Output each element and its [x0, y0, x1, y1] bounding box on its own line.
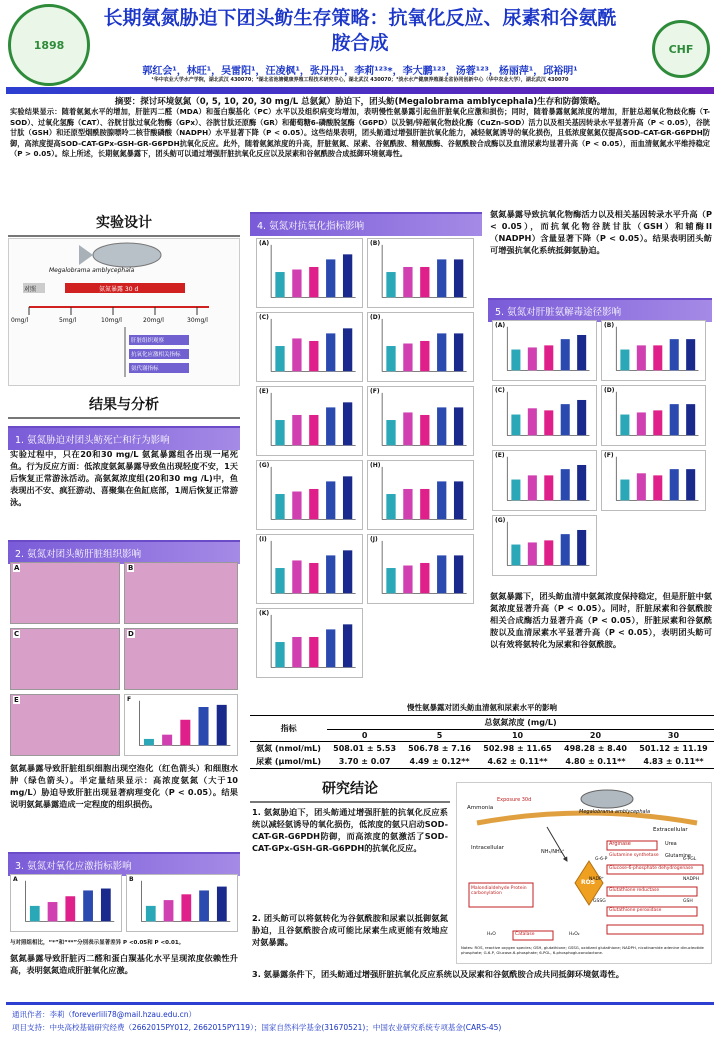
- panel-bars: [368, 239, 473, 307]
- panel-chart: [256, 460, 363, 530]
- conclusion-2: 2. 团头鲂可以将氨转化为谷氨酰胺和尿素以抵御氨氮胁迫，且谷氨酰胺合成可能比尿素生成更能有效地应对氨暴露。: [252, 913, 448, 947]
- chart-bar: [620, 415, 629, 436]
- tag-mda: A: [13, 876, 18, 883]
- design-diagram: [9, 239, 241, 387]
- chart-bar: [544, 410, 553, 435]
- dg-g6pdh: Glucose-6-phosphate dehydrogenase: [609, 866, 694, 871]
- chart-bar: [637, 473, 646, 500]
- table-group-header: 总氨氮浓度 (mg/L): [327, 716, 714, 730]
- dg-extracellular: Extracellular: [653, 827, 688, 833]
- dg-notes: Notes: ROS, reactive oxygen species; GSH, glutathione; GSSG, oxidized glutathione; NADPH, nicotinamide adenine dinucleotide phosphate; G-6-P, Glucose-6-phosphate; 6-PGL, 6-phosphogluconolactone.: [461, 945, 704, 955]
- chart-bar: [620, 480, 629, 501]
- table-caption: 慢性氨暴露对团头鲂血清氨和尿素水平的影响: [407, 703, 557, 712]
- panel-tag: (I): [259, 536, 267, 543]
- panel-chart: [367, 534, 474, 604]
- panel-tag: (B): [370, 240, 381, 247]
- col-20: 20: [589, 731, 602, 740]
- chart-bar: [420, 341, 429, 371]
- chart-bar: [437, 259, 446, 297]
- dg-gs: Glutamine synthetase: [609, 853, 659, 858]
- dg-h2o2: H₂O₂: [569, 932, 580, 937]
- sec3-head: 3. 氨氮对氧化应激指标影响: [8, 852, 240, 876]
- results-heading: 结果与分析: [8, 394, 240, 419]
- chart-bar: [637, 345, 646, 370]
- panel-bars: [493, 516, 596, 575]
- dg-arginase: Arginase: [609, 841, 631, 847]
- chart-bar: [620, 350, 629, 371]
- col-10: 10: [511, 731, 524, 740]
- chart-bar: [686, 404, 695, 435]
- chart-bar: [343, 624, 352, 667]
- poster-title: 长期氨氮胁迫下团头鲂生存策略：抗氧化反应、尿素和谷氨酰胺合成: [103, 7, 617, 54]
- outcome-3: 氨代谢指标: [131, 366, 159, 372]
- col-0: 0: [361, 731, 368, 740]
- panel-tag: (C): [259, 314, 269, 321]
- chart-bar: [437, 481, 446, 519]
- chart-bar: [528, 475, 537, 500]
- panel-tag: (D): [604, 387, 615, 394]
- dg-g6p: G-6-P: [595, 857, 608, 862]
- chart-bar: [326, 407, 335, 445]
- chart-bar: [420, 267, 429, 297]
- dose-0: 0mg/l: [11, 317, 29, 324]
- logo-text: CHF: [668, 42, 694, 56]
- funding: 项目支持：中央高校基础研究经费（2662015PY012, 2662015PY119）；国家自然科学基金(31670521)；中国农业研究系统专项基金(CARS-45): [12, 1023, 502, 1032]
- sec2-text: 氨氮暴露导致肝脏组织细胞出现空泡化（红色箭头）和细胞水肿（绿色箭头）。半定量结果显示：高浓度氨氮（大于10 mg/L）胁迫导致肝脏出现显著病理变化（P < 0.05）。结果说明氨氮暴露造成一定程度的组织损伤。: [10, 763, 238, 809]
- control-label: 对照: [24, 286, 37, 293]
- chart-bar: [403, 267, 412, 297]
- panel-tag: (A): [495, 322, 506, 329]
- panel-chart: [367, 386, 474, 456]
- panel-tag: (E): [259, 388, 269, 395]
- hist-panel-c: [10, 628, 120, 690]
- chart-bar: [670, 404, 679, 435]
- chart-bar: [386, 346, 395, 371]
- chart-bar: [180, 720, 190, 746]
- detox-figure: [492, 320, 710, 582]
- chart-bar: [83, 890, 93, 921]
- chart-bar: [544, 475, 553, 500]
- panel-bars: [257, 461, 362, 529]
- panel-chart: [256, 312, 363, 382]
- chart-bar: [437, 333, 446, 371]
- panel-tag: (G): [259, 462, 270, 469]
- chart-bar: [65, 896, 75, 921]
- table-row: [250, 755, 714, 769]
- chart-bar: [343, 550, 352, 593]
- dg-nh3: NH₃/NH₄⁺: [541, 849, 565, 855]
- chart-bar: [386, 420, 395, 445]
- chart-bar: [511, 480, 520, 501]
- chart-bar: [326, 629, 335, 667]
- chart-bar: [454, 481, 463, 519]
- chart-bar: [146, 906, 156, 921]
- dg-exposure: Exposure 30d: [497, 797, 532, 803]
- hist-panel-e: [10, 694, 120, 756]
- chart-bar: [386, 272, 395, 297]
- outcome-2: 抗氧化应激相关指标: [131, 352, 181, 358]
- chart-bar: [437, 407, 446, 445]
- chart-bar: [162, 735, 172, 746]
- dg-urea: Urea: [665, 841, 677, 847]
- tag-pc: B: [129, 876, 134, 883]
- row-name: 氨氮 (nmol/mL): [256, 744, 321, 753]
- chart-bar: [561, 469, 570, 500]
- panel-bars: [602, 451, 705, 510]
- chart-bar: [292, 492, 301, 520]
- chart-bar: [343, 402, 352, 445]
- design-species: Megalobrama amblycephala: [49, 267, 135, 274]
- dg-ammonia: Ammonia: [467, 805, 494, 811]
- oxidative-stress-figure: [10, 874, 238, 934]
- dg-glutamine: Glutamine: [665, 853, 691, 859]
- table-cell: 4.62 ± 0.11**: [487, 757, 548, 766]
- chart-bar: [544, 345, 553, 370]
- sec5-text: 氨氮暴露下，团头鲂血清中氨氮浓度保持稳定，但是肝脏中氨氮浓度显著升高（P < 0.05）。同时，肝脏尿素和谷氨酰胺相关合成酶活力显著升高（P < 0.05），肝脏尿素和谷氨酰胺以及血清尿素水平显著升高（P < 0.05），表明团头鲂可以有效将氨转化为尿素和谷氨酰胺。: [490, 591, 712, 649]
- table-cell: 501.12 ± 11.19: [639, 744, 708, 753]
- chart-bar: [101, 889, 111, 922]
- chart-bar: [403, 489, 412, 519]
- pc-chart: [126, 874, 238, 932]
- panel-chart: [492, 515, 597, 576]
- tag-a: A: [14, 564, 20, 572]
- footer: [6, 1002, 714, 1036]
- chart-bar: [326, 481, 335, 519]
- chart-bar: [217, 887, 227, 922]
- table-cell: 502.98 ± 11.65: [483, 744, 552, 753]
- design-panel: [8, 238, 240, 386]
- chart-bar: [181, 894, 191, 921]
- sec4-head: 4. 氨氮对抗氧化指标影响: [250, 212, 482, 236]
- tag-e: E: [14, 696, 19, 704]
- panel-bars: [257, 609, 362, 677]
- panel-bars: [493, 386, 596, 445]
- affiliation: ¹华中农业大学水产学院，湖北武汉 430070；²湖北省池塘健康养殖工程技术研究中心，湖北武汉 430070；³淡水水产健康养殖湖北省协同创新中心（华中农业大学），湖北武汉 430070: [151, 77, 569, 83]
- chart-bar: [511, 545, 520, 566]
- chart-bar: [653, 410, 662, 435]
- dg-nadph: NADPH: [683, 877, 700, 882]
- table-cell: 508.01 ± 5.53: [333, 744, 397, 753]
- panel-tag: (F): [370, 388, 380, 395]
- chart-bar: [454, 407, 463, 445]
- chart-bar: [309, 267, 318, 297]
- panel-chart: [256, 238, 363, 308]
- chart-bar: [309, 637, 318, 667]
- chart-bar: [309, 341, 318, 371]
- chart-bar: [511, 415, 520, 436]
- author-list: 郭红会¹，林旺¹，吴雷阳¹，汪凌枫¹，张丹丹¹，李莉¹²³*，李大鹏¹²³，汤蓉¹²³，杨丽萍¹，邱裕明¹: [142, 66, 578, 77]
- chart-bar: [275, 346, 284, 371]
- chart-bar: [454, 333, 463, 371]
- dg-gssg: GSSG: [593, 899, 606, 904]
- chart-bar: [309, 489, 318, 519]
- panel-bars: [493, 451, 596, 510]
- dose-5: 5mg/l: [59, 317, 77, 324]
- dg-mda: Malondialdehyde Protein carbonylation: [471, 886, 527, 896]
- chart-bar: [403, 412, 412, 445]
- dg-gr: Glutathione reductase: [609, 888, 660, 893]
- antioxidant-figure: [256, 238, 478, 686]
- chart-bar: [343, 476, 352, 519]
- table-row: [250, 742, 714, 756]
- chart-bar: [577, 530, 586, 565]
- chart-bar: [403, 344, 412, 372]
- dg-catalase: Catalase: [515, 932, 535, 937]
- panel-bars: [602, 386, 705, 445]
- histology-figure: [10, 562, 238, 758]
- contact: 通讯作者：李莉（foreverlili78@mail.hzau.edu.cn）: [12, 1010, 197, 1019]
- panel-chart: [492, 385, 597, 446]
- chart-bar: [275, 568, 284, 593]
- header-divider: [6, 87, 714, 94]
- university-logo: [8, 4, 90, 86]
- chart-bar: [577, 465, 586, 500]
- chart-bar: [403, 566, 412, 594]
- serum-table: [250, 702, 714, 769]
- chart-bar: [561, 534, 570, 565]
- chart-bar: [30, 906, 40, 921]
- panel-tag: (E): [495, 452, 505, 459]
- hist-panel-b: [124, 562, 238, 624]
- panel-bars: [257, 239, 362, 307]
- dg-species: Megalobrama amblycephala: [579, 809, 651, 815]
- panel-bars: [368, 535, 473, 603]
- dose-30: 30mg/l: [187, 317, 208, 324]
- hist-panel-a: [10, 562, 120, 624]
- table-cell: 4.49 ± 0.12**: [409, 757, 470, 766]
- chart-bar: [528, 347, 537, 370]
- outcome-1: 肝脏组织观察: [131, 338, 165, 344]
- tag-c: C: [14, 630, 20, 638]
- tag-b: B: [128, 564, 134, 572]
- panel-tag: (J): [370, 536, 378, 543]
- abstract-title: 摘要：探讨环境氨氮（0, 5, 10, 20, 30 mg/L 总氨氮）胁迫下，团头鲂(Megalobrama amblycephala)生存和防御策略。: [114, 97, 606, 107]
- table-cell: 498.28 ± 8.40: [564, 744, 627, 753]
- tag-f: F: [127, 696, 132, 703]
- panel-bars: [493, 321, 596, 380]
- sec3-text: 氨氮暴露导致肝脏丙二醛和蛋白羰基化水平呈现浓度依赖性升高，表明氨氮造成肝脏氧化应激。: [10, 953, 238, 975]
- histology-bars: [125, 695, 237, 755]
- panel-bars: [257, 313, 362, 381]
- col-30: 30: [667, 731, 680, 740]
- table-cell: 4.83 ± 0.11**: [643, 757, 704, 766]
- dg-gsh: GSH: [683, 899, 693, 904]
- chart-bar: [528, 408, 537, 435]
- conclusion-1: 1. 氨氮胁迫下，团头鲂通过增强肝脏的抗氧化反应系统以减轻氨诱导的氧化损伤，低浓度的氨只启动SOD-CAT-GR-G6PDH防御，而高浓度的氨激活了SOD-CAT-GPx-GSH-GR-G6PDH的抗氧化反应。: [252, 807, 448, 853]
- chart-bar: [561, 339, 570, 370]
- chart-bar: [544, 540, 553, 565]
- dg-ros: ROS: [581, 879, 596, 886]
- panel-chart: [492, 450, 597, 511]
- sec4-text: 氨氮暴露导致抗氧化物酶活力以及相关基因转录水平升高（P < 0.05），而抗氧化物谷胱甘肽（GSH）和辅酶II（NADPH）含量显著下降（P < 0.05）。结果表明团头鲂可增强抗氧化系统抵御氨胁迫。: [490, 209, 712, 255]
- hist-panel-d: [124, 628, 238, 690]
- mda-chart: [10, 874, 122, 932]
- chart-bar: [577, 400, 586, 435]
- dose-20: 20mg/l: [143, 317, 164, 324]
- chart-bar: [48, 902, 58, 921]
- panel-chart: [256, 386, 363, 456]
- chart-bar: [309, 563, 318, 593]
- chart-bar: [386, 494, 395, 519]
- panel-tag: (K): [259, 610, 270, 617]
- panel-chart: [367, 238, 474, 308]
- table-cell: 3.70 ± 0.07: [338, 757, 391, 766]
- chart-bar: [420, 563, 429, 593]
- chart-bar: [386, 568, 395, 593]
- logo-year: 1898: [33, 38, 65, 52]
- panel-tag: (C): [495, 387, 505, 394]
- panel-bars: [602, 321, 705, 380]
- panel-chart: [367, 460, 474, 530]
- chart-bar: [292, 270, 301, 298]
- treatment-label: 氨氮暴露 30 d: [99, 286, 139, 293]
- dg-pgl: 6-PGL: [683, 857, 697, 862]
- sec1-text: 实验过程中，只在20和30 mg/L 氨氮暴露组各出现一尾死鱼。行为反应方面：低浓度氨氮暴露导致鱼出现轻度不安，1天后恢复正常游泳活动。高氨氮浓度组(20和30 mg /L)中，鱼表现出不安、疯狂游动、喜聚集在鱼缸底部，1周后恢复正常游泳。: [10, 449, 238, 507]
- chart-bar: [653, 475, 662, 500]
- panel-bars: [257, 387, 362, 455]
- row-name: 尿素 (μmol/mL): [256, 757, 322, 766]
- chart-bar: [670, 469, 679, 500]
- chart-bar: [686, 339, 695, 370]
- chart-bar: [275, 642, 284, 667]
- chart-bar: [164, 900, 174, 921]
- conclusion-3: 3. 氨暴露条件下，团头鲂通过增强肝脏抗氧化反应系统以及尿素和谷氨酰胺合成共同抵御环境氨毒性。: [252, 969, 624, 979]
- chart-bar: [326, 555, 335, 593]
- chart-bar: [309, 415, 318, 445]
- chart-bar: [420, 489, 429, 519]
- sec1-head: 1. 氨氮胁迫对团头鲂死亡和行为影响: [8, 426, 240, 450]
- table-row-header: 指标: [250, 716, 327, 742]
- dg-intracellular: Intracellular: [471, 845, 505, 851]
- dg-gpx: Glutathione peroxidase: [609, 908, 662, 913]
- table-cell: 506.78 ± 7.16: [408, 744, 471, 753]
- chart-bar: [577, 335, 586, 370]
- sec3-note: 与对照组相比，“*”和“**”分别表示显著差异 P <0.05和 P <0.01。: [10, 940, 185, 946]
- panel-chart: [256, 534, 363, 604]
- chart-bar: [326, 333, 335, 371]
- panel-tag: (G): [495, 517, 506, 524]
- chart-bar: [292, 338, 301, 371]
- conclusion-heading: 研究结论: [250, 778, 450, 803]
- pathway-diagram: [456, 782, 712, 964]
- dg-nadp: NADP⁺: [589, 877, 604, 882]
- panel-tag: (B): [604, 322, 615, 329]
- panel-bars: [368, 461, 473, 529]
- histology-score-chart: [124, 694, 238, 756]
- chart-bar: [454, 259, 463, 297]
- chart-bar: [292, 415, 301, 445]
- chart-bar: [528, 542, 537, 565]
- chart-bar: [561, 404, 570, 435]
- panel-chart: [601, 320, 706, 381]
- col-5: 5: [436, 731, 443, 740]
- chart-bar: [217, 705, 227, 745]
- panel-chart: [601, 385, 706, 446]
- dg-h2o: H₂O: [487, 932, 496, 937]
- panel-chart: [256, 608, 363, 678]
- panel-chart: [601, 450, 706, 511]
- society-logo: [652, 20, 710, 78]
- chart-bar: [670, 339, 679, 370]
- abstract-body: 实验结果显示：随着氨氮水平的增加，肝脏丙二醛（MDA）和蛋白羰基化（PC）水平以及组织病变均增加，表明慢性氨暴露引起鱼肝脏氧化应激和损伤；同时，随着暴露氨氮浓度的增加，肝脏总超氧化物歧化酶（T-SOD）、过氧化氢酶（CAT）、谷胱甘肽过氧化物酶（GPx）、谷胱甘肽还原酶（GR）和葡萄糖6-磷酸脱氢酶（G6PD）以及铜/锌超氧化物歧化酶（CuZn-SOD）活力以及相关基因转录水平显著升高（P < 0.05），谷胱甘肽（GSH）和还原型烟酰胺腺嘌呤二核苷酸磷酸（NADPH）水平显著下降（P < 0.05）。这些结果表明，团头鲂通过增强肝脏抗氧化能力，减轻氨氮诱导的氧化损伤，且低浓度氨氮仅提高SOD-CAT-GR-G6PDH防御，高浓度提高SOD-CAT-GPx-GSH-GR-G6PDH抗氧化反应。此外，随着氨氮浓度的升高，肝脏氨氮、尿素、谷氨酰胺、精氨酸酶、谷氨酰胺合成酶以及血清尿素均显著升高（P < 0.05），而血清氨氮水平维持稳定（P > 0.05）。综上所述，长期氨氮暴露下，团头鲂可以通过增强肝脏抗氧化反应以及尿素和谷氨酰胺合成抵御环境氨毒性。: [10, 107, 710, 158]
- chart-bar: [326, 259, 335, 297]
- sec2-head: 2. 氨氮对团头鲂肝脏组织影响: [8, 540, 240, 564]
- chart-bar: [199, 707, 209, 745]
- dose-10: 10mg/l: [101, 317, 122, 324]
- sec5-head: 5. 氨氮对肝脏氨解毒途径影响: [488, 298, 712, 322]
- panel-bars: [257, 535, 362, 603]
- chart-bar: [275, 420, 284, 445]
- chart-bar: [275, 272, 284, 297]
- panel-tag: (H): [370, 462, 381, 469]
- chart-bar: [275, 494, 284, 519]
- design-heading: 实验设计: [8, 212, 240, 237]
- panel-chart: [367, 312, 474, 382]
- chart-bar: [199, 890, 209, 921]
- chart-bar: [637, 412, 646, 435]
- chart-bar: [511, 350, 520, 371]
- chart-bar: [292, 637, 301, 667]
- chart-bar: [437, 555, 446, 593]
- chart-bar: [420, 415, 429, 445]
- chart-bar: [454, 555, 463, 593]
- panel-tag: (F): [604, 452, 614, 459]
- panel-chart: [492, 320, 597, 381]
- panel-bars: [368, 313, 473, 381]
- tag-d: D: [128, 630, 134, 638]
- chart-bar: [292, 560, 301, 593]
- chart-bar: [686, 469, 695, 500]
- panel-bars: [368, 387, 473, 455]
- panel-tag: (A): [259, 240, 270, 247]
- table-cell: 4.80 ± 0.11**: [565, 757, 626, 766]
- chart-bar: [343, 328, 352, 371]
- chart-bar: [653, 345, 662, 370]
- panel-tag: (D): [370, 314, 381, 321]
- chart-bar: [343, 254, 352, 297]
- chart-bar: [144, 739, 154, 745]
